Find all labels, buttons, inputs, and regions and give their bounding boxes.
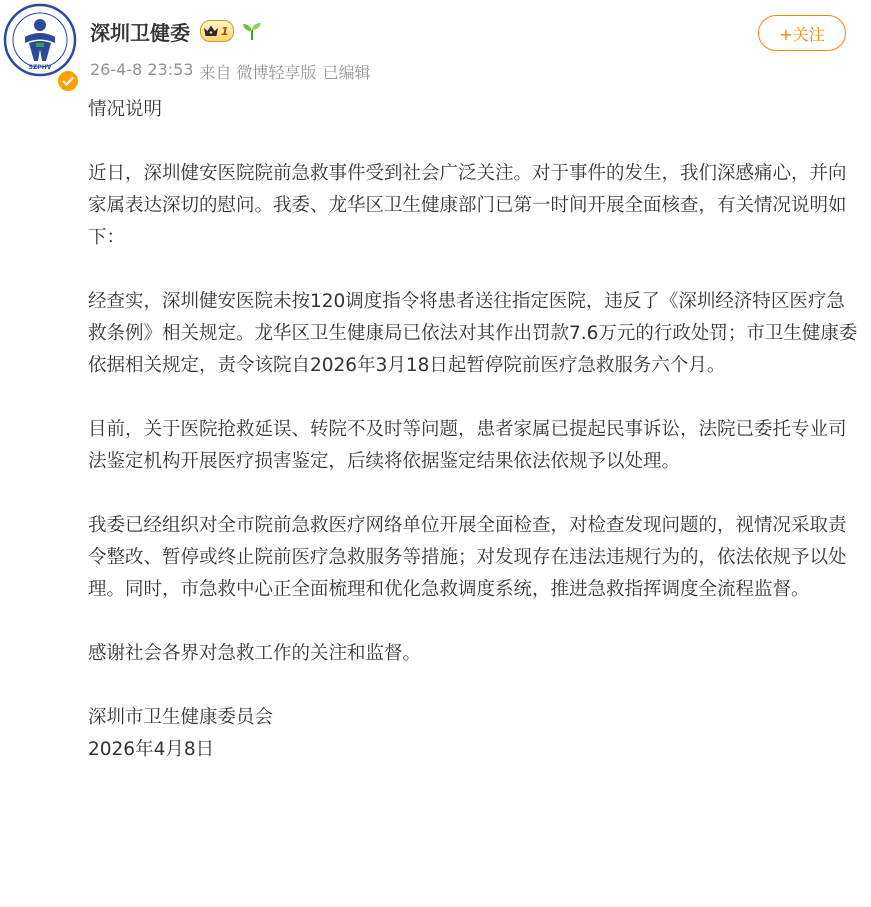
post-meta [90,60,371,83]
sprout-icon[interactable] [240,21,264,41]
user-badges [200,20,264,42]
paragraph: 目前，关于医院抢救延误、转院不及时等问题，患者家属已提起民事诉讼，法院已委托专业司法鉴定机构开展医疗损害鉴定，后续将依据鉴定结果依法依规予以处理。 [88,419,847,472]
vip-level-number: 1 [221,24,229,38]
svg-text:SZPHV: SZPHV [28,64,52,71]
post-time[interactable]: 26-4-8 23:53 [90,60,194,79]
paragraph: 近日，深圳健安医院院前急救事件受到社会广泛关注。对于事件的发生，我们深感痛心，并向家属表达深切的慰问。我委、龙华区卫生健康部门已第一时间开展全面核查，有关情况说明如下： [88,163,847,248]
paragraph: 经查实，深圳健安医院未按120调度指令将患者送往指定医院，违反了《深圳经济特区医疗急救条例》相关规定。龙华区卫生健康局已依法对其作出罚款7.6万元的行政处罚；市卫生健康委依据相关规定，责令该院自2026年3月18日起暂停院前医疗急救服务六个月。 [88,291,858,376]
username[interactable]: 深圳卫健委 [90,21,190,45]
signature: 深圳市卫生健康委员会 [88,707,274,728]
szphv-logo-icon [3,3,77,77]
crown-icon [203,24,219,38]
paragraph: 我委已经组织对全市院前急救医疗网络单位开展全面检查，对检查发现问题的，视情况采取责令整改、暂停或终止院前医疗急救服务等措施；对发现存在违法违规行为的，依法依规予以处理。同时，市急救中心正全面梳理和优化急救调度系统，推进急救指挥调度全流程监督。 [88,515,847,600]
verified-badge-icon [56,69,80,93]
post-date: 2026年4月8日 [88,739,215,760]
avatar[interactable] [3,3,77,77]
post-source: 来自 微博轻享版 [199,63,317,82]
edited-label[interactable]: 已编辑 [322,63,371,82]
vip-level-badge[interactable] [200,20,234,42]
post-heading: 情况说明 [88,99,163,120]
post-content [88,94,858,766]
follow-button[interactable]: +关注 [758,15,846,51]
paragraph: 感谢社会各界对急救工作的关注和监督。 [88,643,422,664]
